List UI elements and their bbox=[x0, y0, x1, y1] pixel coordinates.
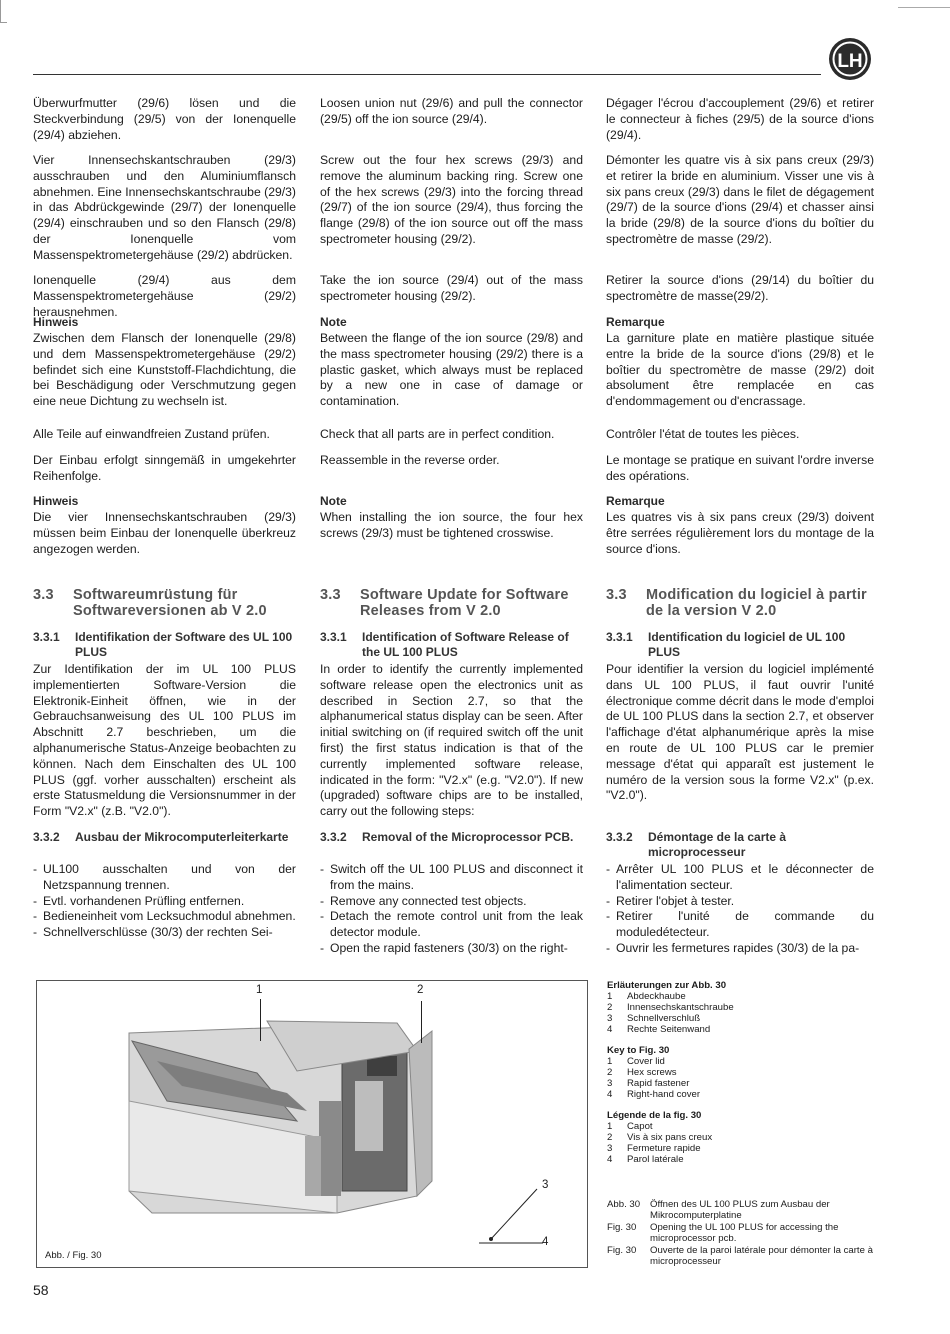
legend-number: 1 bbox=[607, 991, 613, 1002]
list-item: - Retirer l'unité de commande du moduledétecteur. bbox=[606, 909, 874, 941]
paragraph: Überwurfmutter (29/6) lösen und die Steckverbindung (29/5) von der Ionenquelle (29/4) abziehen. bbox=[33, 96, 296, 142]
paragraph: Der Einbau erfolgt sinngemäß in umgekehrter Reihenfolge. bbox=[33, 453, 296, 483]
step-list bbox=[320, 862, 583, 957]
legend-title: Erläuterungen zur Abb. 30 bbox=[607, 980, 727, 991]
section-number: 3.3 bbox=[320, 587, 341, 603]
legend-row bbox=[607, 1002, 877, 1013]
legend-row bbox=[607, 1067, 877, 1078]
header-rule bbox=[33, 74, 821, 75]
legend-number: 1 bbox=[607, 1121, 613, 1132]
legend-number: 1 bbox=[607, 1056, 613, 1067]
legend-number: 3 bbox=[607, 1078, 613, 1089]
legend-number: 2 bbox=[607, 1002, 613, 1013]
paragraph: Dégager l'écrou d'accouplement (29/6) et retirer le connecteur à fiches (29/5) de la source d'ions (29/4). bbox=[606, 96, 874, 142]
paragraph: Screw out the four hex screws (29/3) and remove the aluminum backing ring. Screw one of the hex screws (29/3) into the forcing thread (29/7) of the ion source (29/4), thus forcing the flange (29/8) of the ion source out off the mass spectrometer housing (29/2). bbox=[320, 153, 583, 246]
note-text: Les quatres vis à six pans creux (29/3) doivent être serrées régulièrement lors du montage de la source d'ions. bbox=[606, 510, 874, 556]
note-label: Remarque bbox=[606, 494, 665, 508]
subsection-number: 3.3.1 bbox=[33, 630, 60, 644]
caption-label: Fig. 30 bbox=[607, 1245, 637, 1256]
legend-german bbox=[607, 980, 877, 1035]
list-item: - UL100 ausschalten und von der Netzspannung trennen. bbox=[33, 862, 296, 894]
subsection-number: 3.3.1 bbox=[320, 630, 347, 644]
legend-number: 4 bbox=[607, 1089, 613, 1100]
subsection-title: Démontage de la carte à microprocesseur bbox=[648, 830, 787, 859]
legend-text: Parol latérale bbox=[627, 1154, 684, 1165]
paragraph: Démonter les quatre vis à six pans creux (29/3) et retirer la bride en aluminium. Visser une vis à six pans creux (29/3) dans le filet de dégagement (29/7) de la source d'ions (29/4) et chasser ainsi la bride (29/8) de la source d'ions du boîtier du spectromètre de masse (29/2). bbox=[606, 153, 874, 246]
legend-title: Key to Fig. 30 bbox=[607, 1045, 670, 1056]
legend-number: 2 bbox=[607, 1067, 613, 1078]
paragraph: Retirer la source d'ions (29/14) du boîtier du spectromètre de masse(29/2). bbox=[606, 273, 874, 303]
step-list bbox=[606, 862, 874, 957]
figure-30 bbox=[36, 980, 588, 1268]
subsection-title: Identification du logiciel de UL 100 PLUS bbox=[648, 630, 846, 659]
legend-text: Cover lid bbox=[627, 1056, 665, 1067]
list-item: - Evtl. vorhandenen Prüfling entfernen. bbox=[33, 894, 296, 910]
note-label: Note bbox=[320, 494, 347, 508]
caption-text: Öffnen des UL 100 PLUS zum Ausbau der Mikrocomputerplatine bbox=[650, 1199, 830, 1221]
paragraph: Loosen union nut (29/6) and pull the connector (29/5) off the ion source (29/4). bbox=[320, 96, 583, 126]
note-text: Zwischen dem Flansch der Ionenquelle (29/8) und dem Massenspektrometergehäuse (29/2) befindet sich eine Kunststoff-Flachdichtung, die bei Beschädigung oder Verschmutzung gegen eine neue Dichtung zu wechseln ist. bbox=[33, 331, 296, 409]
legend-row bbox=[607, 1121, 877, 1132]
legend-row bbox=[607, 1013, 877, 1024]
legend-text: Capot bbox=[627, 1121, 653, 1132]
legend-text: Rapid fastener bbox=[627, 1078, 690, 1089]
callout-1: 1 bbox=[256, 984, 263, 996]
section-title: Softwareumrüstung für Softwareversionen ab V 2.0 bbox=[73, 587, 267, 619]
caption-row bbox=[607, 1222, 877, 1244]
subsection-title: Ausbau der Mikrocomputerleiterkarte bbox=[75, 830, 289, 844]
caption-row bbox=[607, 1245, 877, 1267]
legend-text: Abdeckhaube bbox=[627, 991, 686, 1002]
list-item: - Arrêter UL 100 PLUS et le déconnecter de l'alimentation secteur. bbox=[606, 862, 874, 894]
caption-row bbox=[607, 1199, 877, 1221]
legend-number: 4 bbox=[607, 1154, 613, 1165]
legend-number: 2 bbox=[607, 1132, 613, 1143]
paragraph: Le montage se pratique en suivant l'ordre inverse des opérations. bbox=[606, 453, 874, 483]
legend-row bbox=[607, 991, 877, 1002]
list-item: - Switch off the UL 100 PLUS and disconnect it from the mains. bbox=[320, 862, 583, 894]
legend-french bbox=[607, 1110, 877, 1165]
callout-2: 2 bbox=[417, 984, 424, 996]
legend-number: 3 bbox=[607, 1013, 613, 1024]
caption-label: Abb. 30 bbox=[607, 1199, 641, 1210]
section-title: Modification du logiciel à partir de la version V 2.0 bbox=[646, 587, 867, 619]
crop-mark-left bbox=[0, 0, 7, 23]
legend-row bbox=[607, 1056, 877, 1067]
legend-title: Légende de la fig. 30 bbox=[607, 1110, 702, 1121]
note-text: When installing the ion source, the four hex screws (29/3) must be tightened crosswise. bbox=[320, 510, 583, 540]
note-text: Between the flange of the ion source (29/8) and the mass spectrometer housing (29/2) there is a plastic gasket, which always must be replaced by a new one in case of damage or contamination. bbox=[320, 331, 583, 409]
section-title: Software Update for Software Releases from V 2.0 bbox=[360, 587, 569, 619]
paragraph: Ionenquelle (29/4) aus dem Massenspektrometergehäuse (29/2) herausnehmen. bbox=[33, 273, 296, 319]
subsection-title: Identification of Software Release of the UL 100 PLUS bbox=[362, 630, 569, 659]
legend-row bbox=[607, 1078, 877, 1089]
note-label: Note bbox=[320, 315, 347, 329]
subsection-title: Identifikation der Software des UL 100 PLUS bbox=[75, 630, 293, 659]
legend-row bbox=[607, 1089, 877, 1100]
subsection-number: 3.3.2 bbox=[320, 830, 347, 844]
legend-row bbox=[607, 1024, 877, 1035]
paragraph: Zur Identifikation der im UL 100 PLUS implementierten Software-Version die Elektronik-Einheit öffnen, wie in der Gebrauchsanweisung des UL 100 PLUS im Abschnitt 2.7 beschrieben, um die alphanumerische Status-Anzeige beobachten zu können. Nach dem Einschalten des UL 100 PLUS (ggf. vorher ausschalten) erscheint als erste Statusmeldung die Versionsnummer in der Form "V2.x" (z.B. "V2.0"). bbox=[33, 662, 296, 819]
list-item: - Retirer l'objet à tester. bbox=[606, 894, 874, 910]
legend-text: Right-hand cover bbox=[627, 1089, 701, 1100]
logo-text: LH bbox=[837, 51, 863, 72]
note-label: Hinweis bbox=[33, 494, 79, 508]
legend-text: Fermeture rapide bbox=[627, 1143, 701, 1154]
legend-text: Hex screws bbox=[627, 1067, 677, 1078]
lh-logo-icon bbox=[826, 34, 874, 82]
paragraph: Reassemble in the reverse order. bbox=[320, 453, 500, 467]
paragraph: Contrôler l'état de toutes les pièces. bbox=[606, 427, 800, 441]
section-heading bbox=[33, 587, 296, 621]
note-text: La garniture plate en matière plastique située entre la bride de la source d'ions (29/8) et le boîtier du spectromètre de masse (29/2) doit absolument être remplacée en cas d'endommagement ou d'encrassage. bbox=[606, 331, 874, 409]
list-item: - Remove any connected test objects. bbox=[320, 894, 583, 910]
paragraph: Check that all parts are in perfect condition. bbox=[320, 427, 555, 441]
callout-3: 3 bbox=[542, 1179, 549, 1191]
callout-line-2 bbox=[421, 1001, 422, 1043]
legend-text: Innensechskantschraube bbox=[627, 1002, 734, 1013]
paragraph: Take the ion source (29/4) out of the mass spectrometer housing (29/2). bbox=[320, 273, 583, 303]
caption-text: Ouverte de la paroi latérale pour démonter la carte à microprocesseur bbox=[650, 1245, 873, 1267]
legend-text: Rechte Seitenwand bbox=[627, 1024, 711, 1035]
section-heading bbox=[320, 587, 583, 621]
figure-captions bbox=[607, 1199, 877, 1268]
figure-caption: Abb. / Fig. 30 bbox=[45, 1250, 102, 1261]
list-item: - Open the rapid fasteners (30/3) on the right- bbox=[320, 941, 583, 957]
list-item: - Detach the remote control unit from the leak detector module. bbox=[320, 909, 583, 941]
legend-row bbox=[607, 1154, 877, 1165]
legend-row bbox=[607, 1132, 877, 1143]
page-number: 58 bbox=[33, 1282, 49, 1298]
list-item: - Schnellverschlüsse (30/3) der rechten Sei- bbox=[33, 925, 296, 941]
subsection-number: 3.3.2 bbox=[606, 830, 633, 844]
legend-number: 4 bbox=[607, 1024, 613, 1035]
subsection-title: Removal of the Microprocessor PCB. bbox=[362, 830, 574, 844]
note-label: Remarque bbox=[606, 315, 665, 329]
paragraph: Pour identifier la version du logiciel implémenté dans UL 100 PLUS, il faut ouvrir l'unité électronique comme décrit dans le mode d'emploi de UL 100 PLUS dans la section 2.7, et observer l'affichage d'état alphanumérique après la mise en route de UL 100 PLUS car le premier message d'état qui apparaît est justement le numéro de la version sous la forme V2.x" (p.ex. "V2.0"). bbox=[606, 662, 874, 803]
legend-text: Schnellverschluß bbox=[627, 1013, 701, 1024]
legend-row bbox=[607, 1143, 877, 1154]
legend-text: Vis à six pans creux bbox=[627, 1132, 713, 1143]
paragraph: Vier Innensechskantschrauben (29/3) ausschrauben und den Aluminiumflansch abnehmen. Eine Innensechskantschraube (29/3) in das Abdrückgewinde (29/7) der Ionenquelle (29/4) einschrauben und so den Flansch (29/8) der Ionenquelle vom Massenspektrometergehäuse (29/2) abdrücken. bbox=[33, 153, 296, 262]
subsection-number: 3.3.2 bbox=[33, 830, 60, 844]
note-text: Die vier Innensechskantschrauben (29/3) müssen beim Einbau der Ionenquelle überkreuz angezogen werden. bbox=[33, 510, 296, 556]
caption-text: Opening the UL 100 PLUS for accessing the microprocessor pcb. bbox=[650, 1222, 839, 1244]
section-number: 3.3 bbox=[33, 587, 54, 603]
list-item: - Bedieneinheit vom Lecksuchmodul abnehmen. bbox=[33, 909, 296, 925]
legend-english bbox=[607, 1045, 877, 1100]
paragraph: In order to identify the currently implemented software release open the electronics unit as described in Section 2.7, so that the alphanumerical status display can be seen. After initial switching on (if required switch off the unit first) the first status indication is that of the currently implemented software release, indicated in the form: "V2.x" (e.g. "V2.0"). If new (upgraded) software chips are to be installed, carry out the following steps: bbox=[320, 662, 583, 819]
step-list bbox=[33, 862, 296, 941]
subsection-number: 3.3.1 bbox=[606, 630, 633, 644]
legend-number: 3 bbox=[607, 1143, 613, 1154]
note-label: Hinweis bbox=[33, 315, 79, 329]
callout-4: 4 bbox=[542, 1236, 549, 1248]
crop-mark-right bbox=[898, 0, 950, 8]
caption-label: Fig. 30 bbox=[607, 1222, 637, 1233]
callout-lines-3-4 bbox=[477, 1181, 547, 1251]
paragraph: Alle Teile auf einwandfreien Zustand prüfen. bbox=[33, 427, 270, 441]
callout-line-1 bbox=[260, 999, 261, 1041]
list-item: - Ouvrir les fermetures rapides (30/3) de la pa- bbox=[606, 941, 874, 957]
section-number: 3.3 bbox=[606, 587, 627, 603]
section-heading bbox=[606, 587, 874, 621]
